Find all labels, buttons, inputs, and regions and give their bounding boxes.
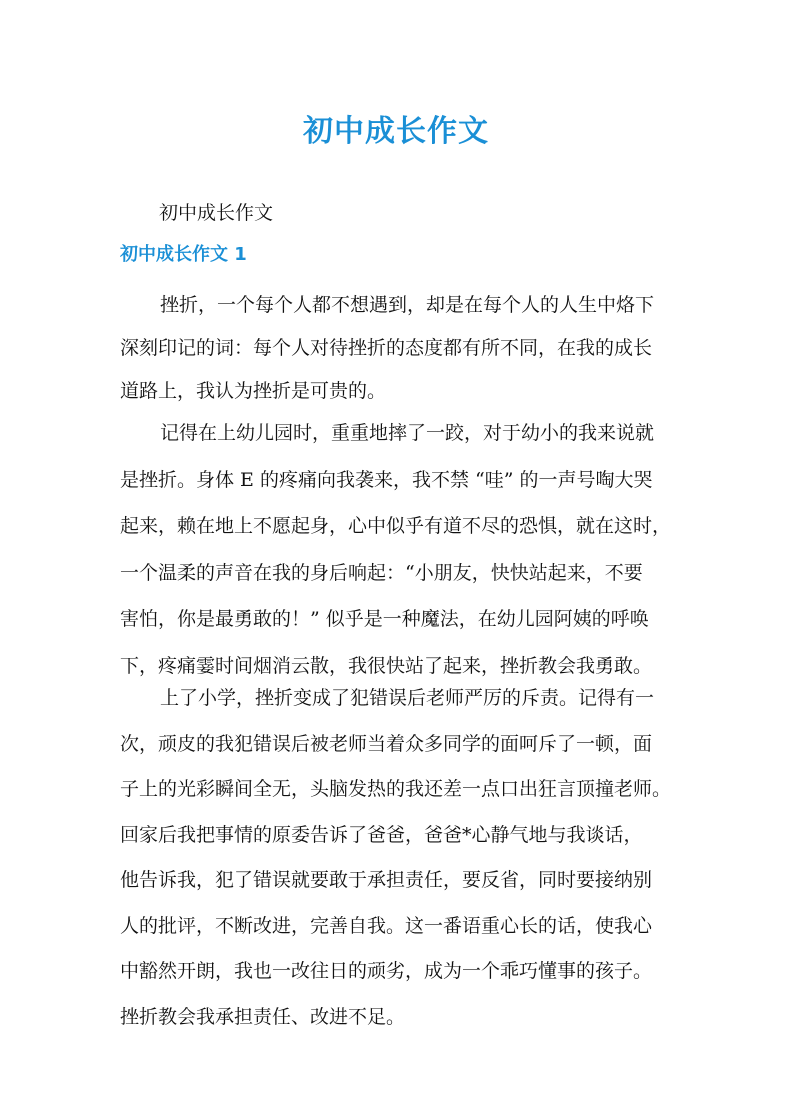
paragraph-line: 深刻印记的词：每个人对待挫折的态度都有所不同，在我的成长	[120, 337, 653, 359]
paragraph-line: 中豁然开朗，我也一改往日的顽劣，成为一个乖巧懂事的孩子。	[120, 960, 653, 982]
paragraph-line: 回家后我把事情的原委告诉了爸爸，爸爸*心静气地与我谈话，	[120, 823, 643, 846]
paragraph-line: 下，疼痛霎时间烟消云散，我很快站了起来，挫折教会我勇敢。	[120, 654, 653, 677]
paragraph-3	[120, 676, 680, 1040]
document-title: 初中成长作文	[303, 114, 489, 149]
document-subtitle: 初中成长作文	[159, 202, 274, 224]
paragraph-line: 是挫折。身体 E 的疼痛向我袭来，我不禁 “哇” 的一声号啕大哭	[120, 468, 653, 491]
paragraph-2	[120, 410, 680, 689]
paragraph-line: 记得在上幼儿园时，重重地摔了一跤，对于幼小的我来说就	[160, 422, 655, 444]
paragraph-line: 子上的光彩瞬间全无，头脑发热的我还差一点口出狂言顶撞老师。	[120, 778, 672, 800]
paragraph-line: 次，顽皮的我犯错误后被老师当着众多同学的面呵斥了一顿，面	[120, 732, 653, 755]
paragraph-line: 他告诉我，犯了错误就要敢于承担责任，要反省，同时要接纳别	[120, 869, 653, 891]
paragraph-line: 一个温柔的声音在我的身后响起：“小朋友，快快站起来，不要	[120, 561, 643, 584]
paragraph-line: 挫折教会我承担责任、改进不足。	[120, 1005, 406, 1028]
paragraph-line: 上了小学，挫折变成了犯错误后老师严厉的斥责。记得有一	[160, 687, 655, 709]
paragraph-line: 起来，赖在地上不愿起身，心中似乎有道不尽的恐惧，就在这时，	[120, 515, 672, 537]
paragraph-line: 道路上，我认为挫折是可贵的。	[120, 380, 387, 402]
paragraph-line: 挫折，一个每个人都不想遇到，却是在每个人的人生中烙下	[160, 294, 655, 316]
paragraph-1	[120, 284, 680, 413]
paragraph-line: 害怕，你是最勇敢的！” 似乎是一种魔法，在幼儿园阿姨的呼唤	[120, 608, 649, 630]
section-heading: 初中成长作文 1	[120, 244, 247, 265]
paragraph-line: 人的批评，不断改进，完善自我。这一番语重心长的话，使我心	[120, 914, 653, 937]
